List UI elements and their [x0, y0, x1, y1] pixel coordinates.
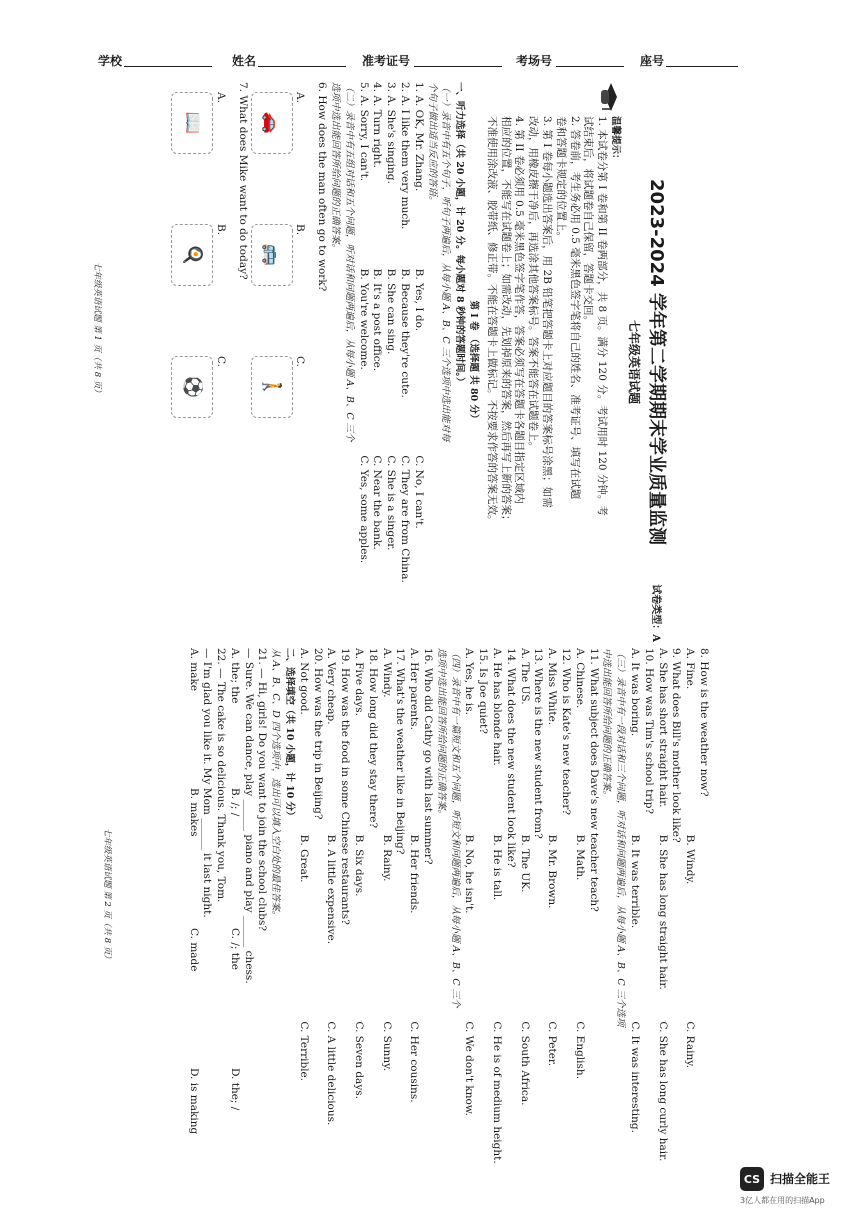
page-1 — [90, 82, 675, 642]
option[interactable]: C. Yes, some apples. — [357, 455, 370, 564]
exam-id-label: 准考证号 — [362, 54, 411, 68]
question-8-options — [682, 648, 696, 1208]
car-icon[interactable]: 🚗 — [251, 92, 293, 154]
exam-id-line — [414, 66, 502, 67]
question-21-options — [227, 648, 241, 1208]
section-instruction: 选项中选出能回答所给问题的正确答案。 — [435, 648, 447, 820]
section-instruction: （四）录音中有一篇短文和五个问题，听短文和问题两遍后，从每小题 A、B、C 三个 — [449, 648, 461, 1008]
option[interactable]: B. No, he isn't. — [463, 834, 476, 914]
tips-heading: 温馨提示： — [610, 116, 621, 164]
question-2 — [397, 82, 411, 642]
option[interactable]: A. Yes, he is. — [463, 648, 476, 715]
question-1 — [411, 82, 425, 642]
tip-line: 卷和答题卡规定的位置上。 — [554, 116, 567, 242]
option[interactable]: A. the; the — [228, 648, 241, 704]
section-instruction: 从 A、B、C、D 四个选项中，选出可以填入空白处的最佳答案。 — [270, 648, 282, 921]
exam-room-line — [556, 66, 624, 67]
seat-line — [666, 66, 738, 67]
question-22-options — [186, 648, 200, 1208]
playing-sport-icon[interactable]: ⚽ — [171, 356, 213, 418]
section-instruction: 选项中选出能回答所给问题的正确答案。 — [330, 82, 342, 254]
question-9: 9. What does Bill's mother look like? — [670, 648, 683, 843]
graduation-cap-icon — [592, 82, 622, 112]
cooking-boy-icon[interactable]: 🍳 — [171, 224, 213, 286]
option[interactable]: B. Six days. — [353, 834, 366, 897]
walking-person-icon[interactable]: 🚶 — [251, 356, 293, 418]
question-9-options — [655, 648, 669, 1208]
option[interactable]: C. /; the — [228, 928, 241, 970]
question-7-pictures — [171, 82, 233, 642]
option[interactable]: B. You're welcome. — [357, 268, 370, 370]
school-label: 学校 — [98, 54, 123, 68]
option[interactable]: A. Her parents. — [408, 648, 421, 730]
option[interactable]: 3. A. She's singing. — [385, 82, 398, 184]
option-c-label[interactable]: C. — [214, 356, 227, 367]
option[interactable]: A. Very cheap. — [325, 648, 338, 725]
question-22-line-2: — I'm glad you like it. My Mom ______ it last night. — [201, 648, 214, 918]
scanner-app-name: 扫描全能王 — [770, 1172, 831, 1186]
option[interactable]: B. It's a post office. — [371, 268, 384, 372]
tip-line: 3. 第 I 卷每小题选出答案后，用 2B 铅笔把答题卡上对应题目的答案标号涂黑；如需 — [541, 116, 554, 508]
option[interactable]: B. Her friends. — [408, 834, 421, 914]
option[interactable]: B. He is tall. — [491, 834, 504, 901]
option[interactable]: B. Yes, I do. — [412, 268, 425, 332]
option[interactable]: A. Fine. — [684, 648, 697, 690]
option-b-label[interactable]: B. — [214, 224, 227, 236]
option[interactable]: B. A little expensive. — [325, 834, 338, 945]
section-instruction: （二）录音中有五组对话和五个问题，听对话和问题两遍后，从每小题 A、B、C 三个 — [343, 82, 355, 442]
question-10: 10. How was Tim's school trip? — [642, 648, 655, 815]
question-16: 16. Who did Cathy go with last summer? — [422, 648, 435, 865]
option[interactable]: A. Not good. — [297, 648, 310, 715]
option[interactable]: C. Sunny. — [380, 1021, 393, 1072]
section-1-heading: 一、听力选择（共 20 小题，计 20 分。每小题对 8 秒钟的答题时间。） — [454, 82, 466, 387]
question-8: 8. How is the weather now? — [698, 648, 710, 797]
question-19: 19. How was the food in some Chinese restaurants? — [339, 648, 352, 925]
question-7: 7. What does Mike want to do today? — [236, 82, 249, 280]
question-12-options — [544, 648, 558, 1208]
option[interactable]: B. Mr. Brown. — [546, 834, 559, 909]
option[interactable]: C. English. — [573, 1021, 586, 1080]
option[interactable]: C. made — [187, 928, 200, 972]
question-19-options — [324, 648, 338, 1208]
tip-line: 试结束后，将试题卷自己保留，答题卡交回。 — [582, 116, 595, 326]
question-16-options — [406, 648, 420, 1208]
option[interactable]: C. Her cousins. — [408, 1021, 421, 1103]
question-15-options — [462, 648, 476, 1208]
option[interactable]: A. The US. — [518, 648, 531, 705]
option[interactable]: D. the; / — [228, 1068, 241, 1111]
question-6: 6. How does the man often go to work? — [316, 82, 329, 292]
tip-line: 改动，用橡皮擦干净后，再选涂其他答案标号。答案不能答在试题卷上。 — [527, 116, 540, 452]
section-instruction: （一）录音中有五个句子，听句子两遍后，从每小题 A、B、C 三个选项中选出能对每 — [440, 82, 452, 442]
question-5 — [356, 82, 370, 642]
option[interactable]: A. It was boring. — [629, 648, 642, 737]
option[interactable]: C. Rainy. — [684, 1021, 697, 1069]
option[interactable]: C. He is of medium height. — [491, 1021, 504, 1164]
question-22: 22. — The cake is so delicious. Thank you, Tom. — [215, 648, 228, 903]
question-21-line-2: — Sure. We can dance, play ______ piano and play ______ chess. — [242, 648, 255, 984]
tip-line: 不准使用涂改液、胶带纸、修正带。不能在答题卡上做标记。不按要求作答的答案无效。 — [485, 116, 498, 526]
option[interactable]: B. Because they're cute. — [399, 268, 412, 398]
question-3 — [383, 82, 397, 642]
option[interactable]: B. Rainy. — [380, 834, 393, 882]
scanner-tagline: 3亿人都在用的扫描App — [740, 1196, 825, 1205]
question-13: 13. Where is the new student from? — [532, 648, 545, 839]
exam-title: 2023-2024 学年第二学期期末学业质量监测 — [646, 179, 667, 545]
option[interactable]: C. She is a singer. — [385, 455, 398, 551]
option[interactable]: B. makes — [187, 788, 200, 837]
question-11: 11. What subject does Dave's new teacher teach? — [587, 648, 600, 912]
exam-room-label: 考场号 — [516, 54, 553, 68]
question-17: 17. What's the weather like in Beijing? — [394, 648, 407, 855]
exam-subtitle: 七年级英语试题 — [627, 319, 641, 404]
option[interactable]: A. He has blonde hair. — [491, 648, 504, 766]
option[interactable]: C. We don't know. — [463, 1021, 476, 1116]
option[interactable]: 5. A. Sorry, I can't. — [357, 82, 370, 182]
bus-icon[interactable]: 🚌 — [251, 224, 293, 286]
option[interactable]: A. make — [187, 648, 200, 692]
page-footer: 七年级英语试题 第 2 页（共 8 页） — [102, 828, 112, 963]
tip-line: 4. 第 II 卷必须用 0.5 毫米黑色签字笔作答，答案必须写在答题卡各题目指定区域内 — [513, 116, 526, 504]
option[interactable]: C. A little delicious. — [325, 1021, 338, 1126]
section-2-heading: 二、选择填空（共 10 小题，计 10 分） — [284, 648, 296, 821]
tip-line: 1. 本试卷分第 I 卷和第 II 卷两部分，共 8 页。满分 120 分。考试用时 120 分钟。考 — [596, 116, 609, 516]
name-line — [258, 66, 346, 67]
tip-line: 2. 答卷前，考生务必用 0.5 毫米黑色签字笔将自己的姓名、准考证号、填写在试题 — [568, 116, 581, 500]
name-label: 姓名 — [232, 54, 257, 68]
question-18-options — [351, 648, 365, 1208]
option[interactable]: A. Five days. — [353, 648, 366, 717]
question-15: 15. Is Joe quiet? — [477, 648, 490, 734]
option[interactable]: B. She can sing. — [385, 268, 398, 355]
section-instruction: 个句子做出适当反应的答语。 — [426, 82, 438, 206]
seat-label: 座号 — [640, 54, 665, 68]
option[interactable]: 2. A. I like them very much. — [399, 82, 412, 230]
question-4 — [370, 82, 384, 642]
option[interactable]: A. Chinese. — [573, 648, 586, 709]
question-6-pictures — [251, 82, 313, 642]
option[interactable]: C. Seven days. — [353, 1021, 366, 1099]
question-14-options — [489, 648, 503, 1208]
option[interactable]: C. No, I can't. — [412, 455, 425, 529]
question-17-options — [379, 648, 393, 1208]
option[interactable]: C. They are from China. — [399, 455, 412, 583]
school-line — [124, 66, 212, 67]
section-instruction: （三）录音中有一段对话和三个问题，听对话和问题两遍后，从每小题 A、B、C 三个选项 — [615, 648, 627, 1027]
question-21: 21. — Hi, girls! Do you want to join the school clubs? — [256, 648, 269, 932]
page-2 — [100, 648, 710, 1218]
option-a-label[interactable]: A. — [214, 92, 227, 103]
tip-line: 相应的位置，不能写在试题卷上；如需改动，先划掉原来的答案，然后再写上新的答案； — [499, 116, 512, 526]
option[interactable]: C. Near the bank. — [371, 455, 384, 550]
option[interactable]: D. is making — [187, 1068, 200, 1135]
option[interactable]: B. Great. — [297, 834, 310, 883]
question-20: 20. How was the trip in Beijing? — [311, 648, 324, 820]
scanner-watermark — [740, 1165, 850, 1209]
question-10-options — [627, 648, 641, 1208]
option-b-label[interactable]: B. — [294, 224, 307, 236]
exam-header — [0, 46, 860, 76]
option-c-label[interactable]: C. — [294, 356, 307, 367]
option[interactable]: C. Terrible. — [297, 1021, 310, 1082]
question-18: 18. How long did they stay there? — [366, 648, 379, 829]
paper-type-badge: 试卷类型：A — [650, 584, 661, 642]
camscanner-logo-icon: CS — [740, 1167, 764, 1191]
option[interactable]: B. It was terrible. — [629, 834, 642, 929]
question-13-options — [517, 648, 531, 1208]
option[interactable]: B. /; / — [228, 788, 241, 817]
option[interactable]: B. Windy. — [684, 834, 697, 885]
question-11-options — [572, 648, 586, 1208]
tips-block — [484, 82, 622, 642]
option[interactable]: B. Math. — [573, 834, 586, 881]
part-1-heading: 第 I 卷 （选择题 共 80 分） — [468, 300, 480, 424]
option[interactable]: A. She has short straight hair. — [656, 648, 669, 808]
option[interactable]: C. South Africa. — [518, 1021, 531, 1106]
option[interactable]: A. Miss White. — [546, 648, 559, 726]
section-instruction: 中选出能回答所给问题的正确答案。 — [601, 648, 613, 801]
page-footer: 七年级英语试题 第 1 页（共 8 页） — [92, 262, 102, 397]
question-12: 12. Who is Kate's new teacher? — [560, 648, 573, 815]
reading-boy-icon[interactable]: 📖 — [171, 92, 213, 154]
option[interactable]: C. She has long curly hair. — [656, 1021, 669, 1162]
option[interactable]: 1. A. OK, Mr. Zhang. — [412, 82, 425, 192]
option[interactable]: B. The UK. — [518, 834, 531, 893]
option[interactable]: 4. A. Turn right. — [371, 82, 384, 168]
option-a-label[interactable]: A. — [294, 92, 307, 103]
option[interactable]: A. Windy. — [380, 648, 393, 698]
question-14: 14. What does the new student look like? — [504, 648, 517, 868]
option[interactable]: B. She has long straight hair. — [656, 834, 669, 990]
question-20-options — [296, 648, 310, 1208]
option[interactable]: C. It was interesting. — [629, 1021, 642, 1133]
option[interactable]: C. Peter. — [546, 1021, 559, 1067]
